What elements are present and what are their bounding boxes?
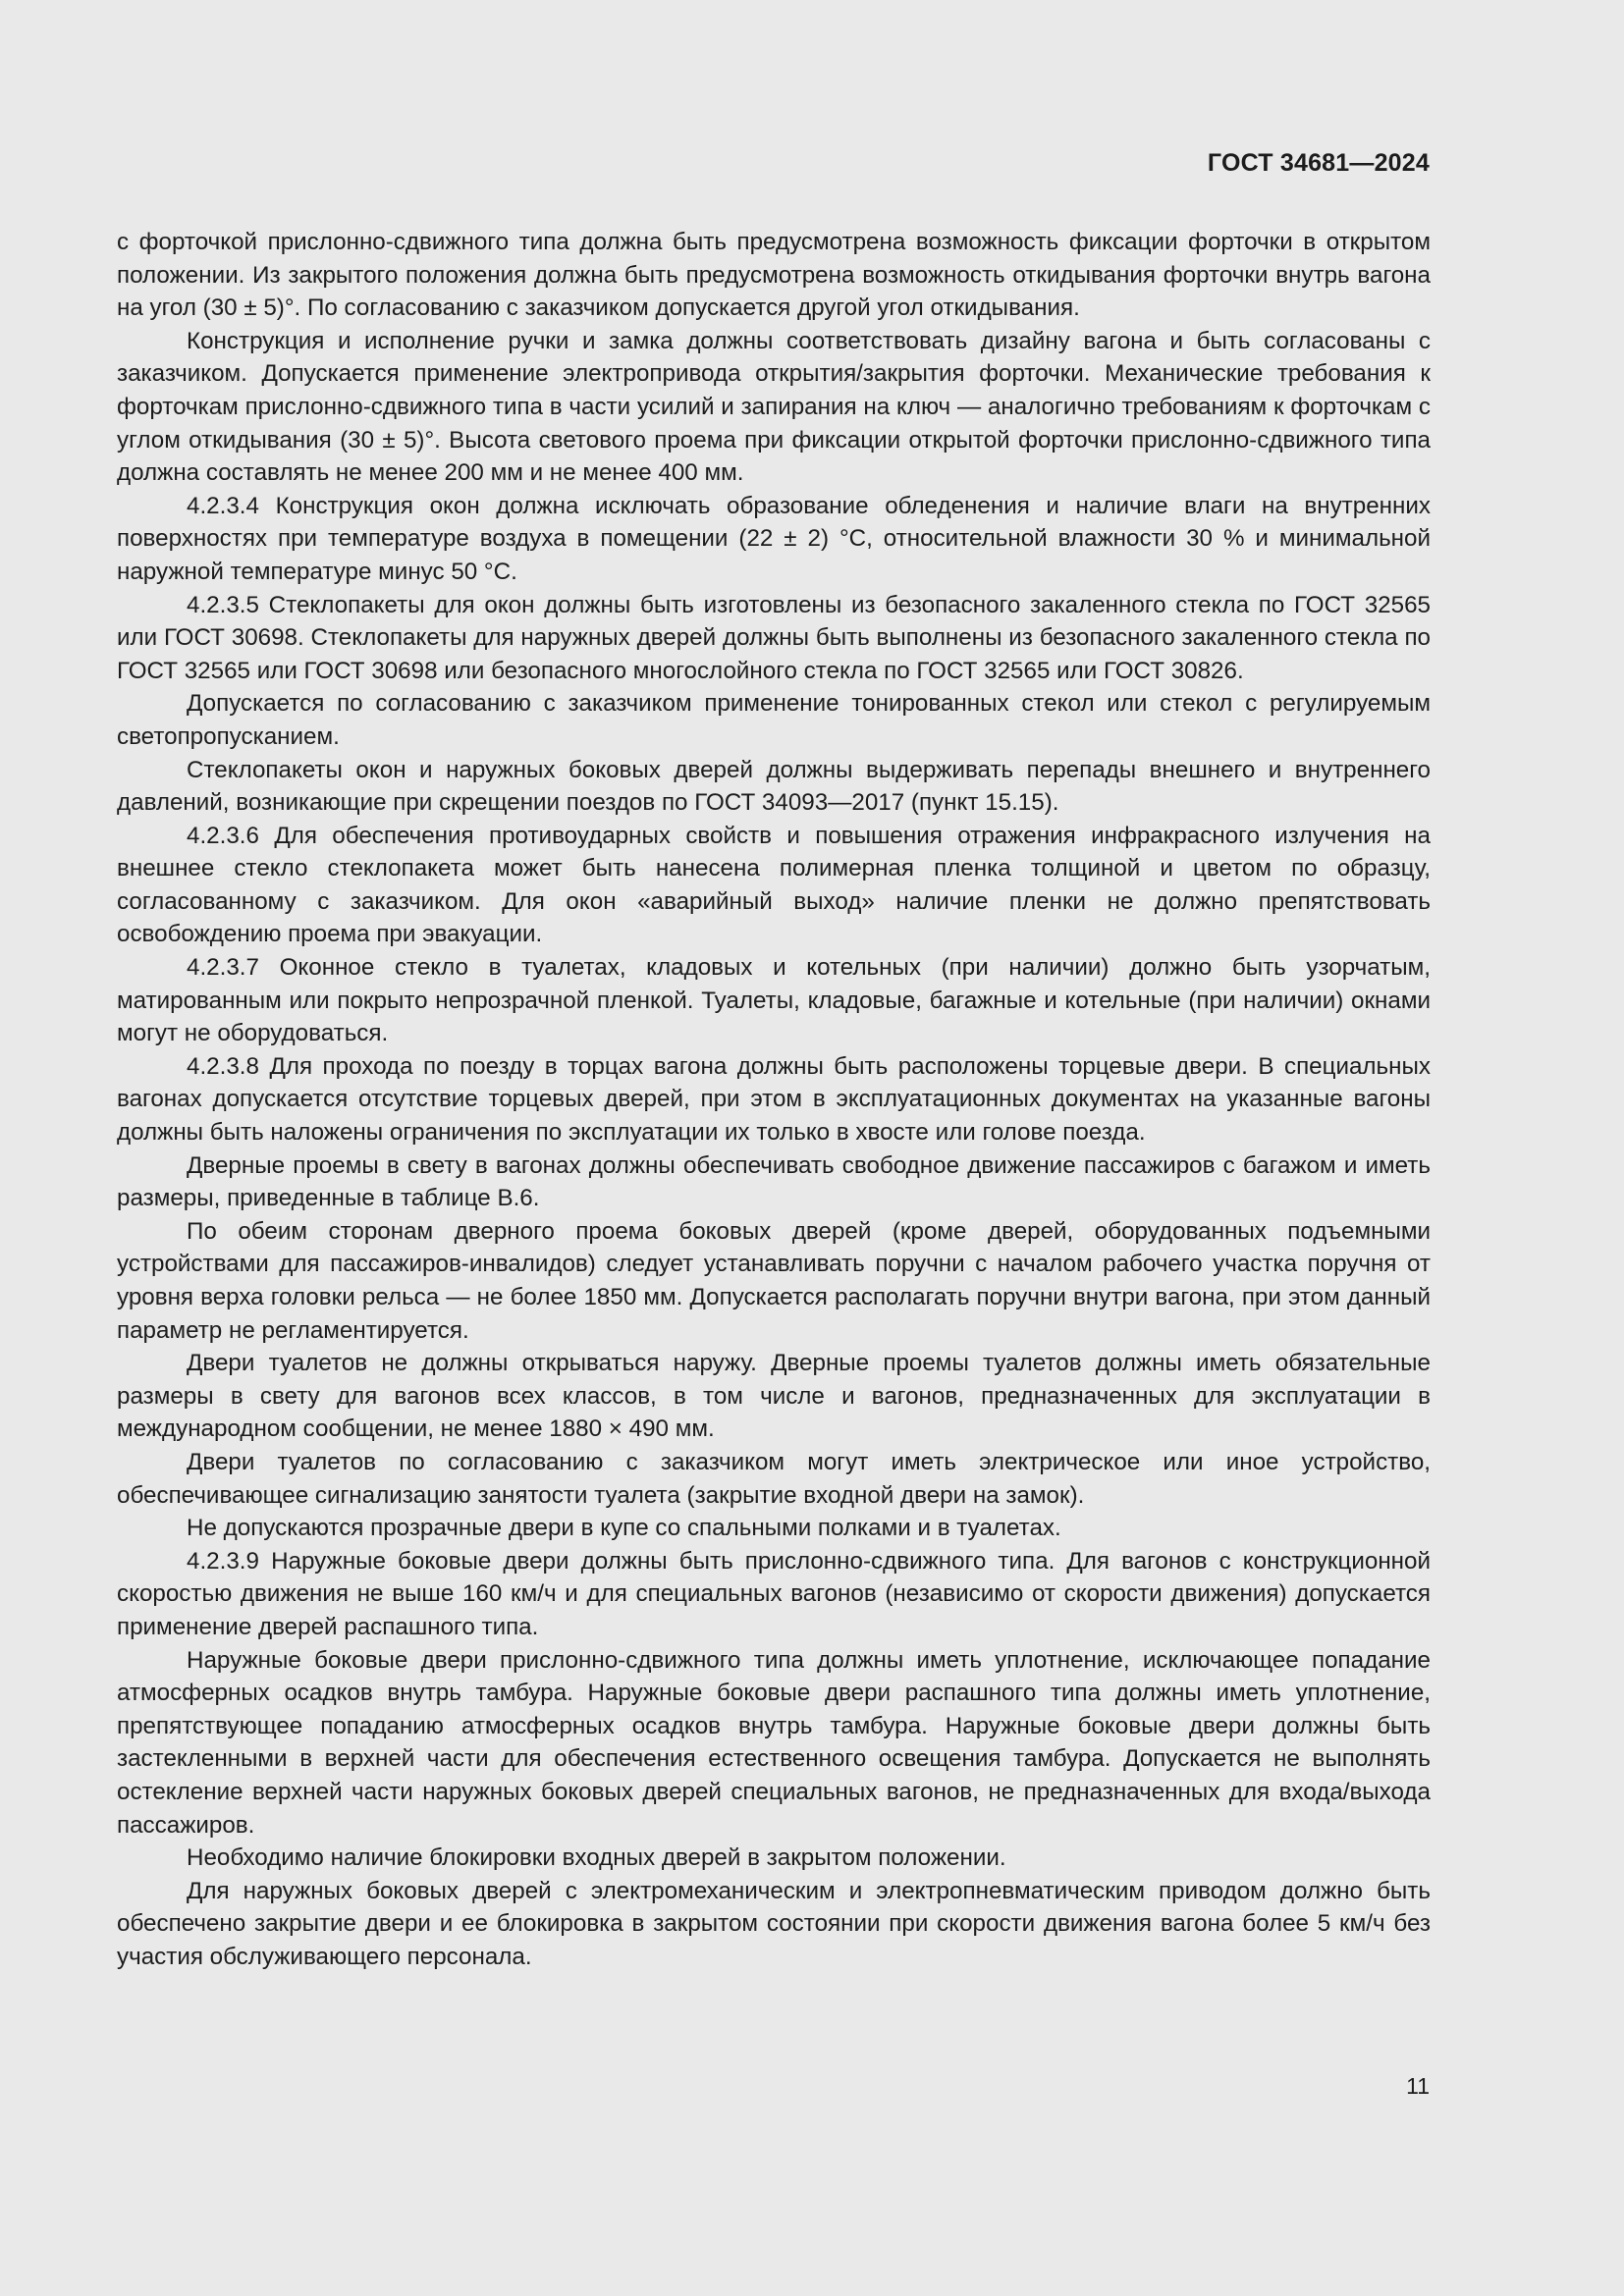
paragraph: Допускается по согласованию с заказчиком применение тонированных стекол или стекол с регулируемым светопропусканием. [117, 690, 1431, 750]
paragraph-4-2-3-7: 4.2.3.7 Оконное стекло в туалетах, кладовых и котельных (при наличии) должно быть узорчатым, матированным или покрыто непрозрачной пленкой. Туалеты, кладовые, багажные и котельные (при наличии) окнами могут не оборудоваться. [117, 954, 1431, 1047]
page-number: 11 [1406, 2073, 1430, 2099]
paragraph: Необходимо наличие блокировки входных дверей в закрытом положении. [187, 1844, 1006, 1872]
document-header: ГОСТ 34681—2024 [1207, 149, 1430, 177]
paragraph: Не допускаются прозрачные двери в купе со спальными полками и в туалетах. [187, 1515, 1061, 1542]
paragraph-4-2-3-8: 4.2.3.8 Для прохода по поезду в торцах вагона должны быть расположены торцевые двери. В специальных вагонах допускается отсутствие торцевых дверей, при этом в эксплуатационных документах на указанные вагоны должны быть наложены ограничения по эксплуатации их только в хвосте или голове поезда. [117, 1052, 1431, 1147]
paragraph: Конструкция и исполнение ручки и замка должны соответствовать дизайну вагона и быть согласованы с заказчиком. Допускается применение электропривода открытия/закрытия форточки. Механические требования к форточкам прислонно-сдвижного типа в части усилий и запирания на ключ — аналогично требованиям к форточкам с углом откидывания (30 ± 5)°. Высота светового проема при фиксации открытой форточки прислонно-сдвижного типа должна составлять не менее 200 мм и не менее 400 мм. [117, 327, 1431, 487]
paragraph: Стеклопакеты окон и наружных боковых дверей должны выдерживать перепады внешнего и внутреннего давлений, возникающие при скрещении поездов по ГОСТ 34093—2017 (пункт 15.15). [117, 756, 1431, 817]
document-body [117, 226, 1431, 1973]
paragraph: Наружные боковые двери прислонно-сдвижного типа должны иметь уплотнение, исключающее попадание атмосферных осадков внутрь тамбура. Наружные боковые двери распашного типа должны иметь уплотнение, препятствующее попаданию атмосферных осадков внутрь тамбура. Наружные боковые двери должны быть застекленными в верхней части для обеспечения естественного освещения тамбура. Допускается не выполнять остекление верхней части наружных боковых дверей специальных вагонов, не предназначенных для входа/выхода пассажиров. [117, 1646, 1431, 1839]
paragraph-4-2-3-6: 4.2.3.6 Для обеспечения противоударных свойств и повышения отражения инфракрасного излучения на внешнее стекло стеклопакета может быть нанесена полимерная пленка толщиной и цветом по образцу, согласованному с заказчиком. Для окон «аварийный выход» наличие пленки не должно препятствовать освобождению проема при эвакуации. [117, 822, 1431, 948]
paragraph-4-2-3-5: 4.2.3.5 Стеклопакеты для окон должны быть изготовлены из безопасного закаленного стекла по ГОСТ 32565 или ГОСТ 30698. Стеклопакеты для наружных дверей должны быть выполнены из безопасного закаленного стекла по ГОСТ 32565 или ГОСТ 30698 или безопасного многослойного стекла по ГОСТ 32565 или ГОСТ 30826. [117, 591, 1431, 684]
paragraph: По обеим сторонам дверного проема боковых дверей (кроме дверей, оборудованных подъемными устройствами для пассажиров-инвалидов) следует устанавливать поручни с началом рабочего участка поручня от уровня верха головки рельса — не более 1850 мм. Допускается располагать поручни внутри вагона, при этом данный параметр не регламентируется. [117, 1217, 1431, 1344]
paragraph: Двери туалетов не должны открываться наружу. Дверные проемы туалетов должны иметь обязательные размеры в свету для вагонов всех классов, в том числе и вагонов, предназначенных для эксплуатации в международном сообщении, не менее 1880 × 490 мм. [117, 1350, 1431, 1443]
paragraph: Двери туалетов по согласованию с заказчиком могут иметь электрическое или иное устройство, обеспечивающее сигнализацию занятости туалета (закрытие входной двери на замок). [117, 1448, 1431, 1509]
paragraph-4-2-3-9: 4.2.3.9 Наружные боковые двери должны быть прислонно-сдвижного типа. Для вагонов с конструкционной скоростью движения не выше 160 км/ч и для специальных вагонов (независимо от скорости движения) допускается применение дверей распашного типа. [117, 1547, 1431, 1640]
paragraph-continuation: с форточкой прислонно-сдвижного типа должна быть предусмотрена возможность фиксации форточки в открытом положении. Из закрытого положения должна быть предусмотрена возможность откидывания форточки внутрь вагона на угол (30 ± 5)°. По согласованию с заказчиком допускается другой угол откидывания. [117, 229, 1431, 322]
paragraph: Для наружных боковых дверей с электромеханическим и электропневматическим приводом должно быть обеспечено закрытие двери и ее блокировка в закрытом состоянии при скорости движения вагона более 5 км/ч без участия обслуживающего персонала. [117, 1877, 1431, 1970]
paragraph-4-2-3-4: 4.2.3.4 Конструкция окон должна исключать образование обледенения и наличие влаги на внутренних поверхностях при температуре воздуха в помещении (22 ± 2) °С, относительной влажности 30 % и минимальной наружной температуре минус 50 °С. [117, 492, 1431, 585]
paragraph: Дверные проемы в свету в вагонах должны обеспечивать свободное движение пассажиров с багажом и иметь размеры, приведенные в таблице В.6. [117, 1151, 1431, 1212]
